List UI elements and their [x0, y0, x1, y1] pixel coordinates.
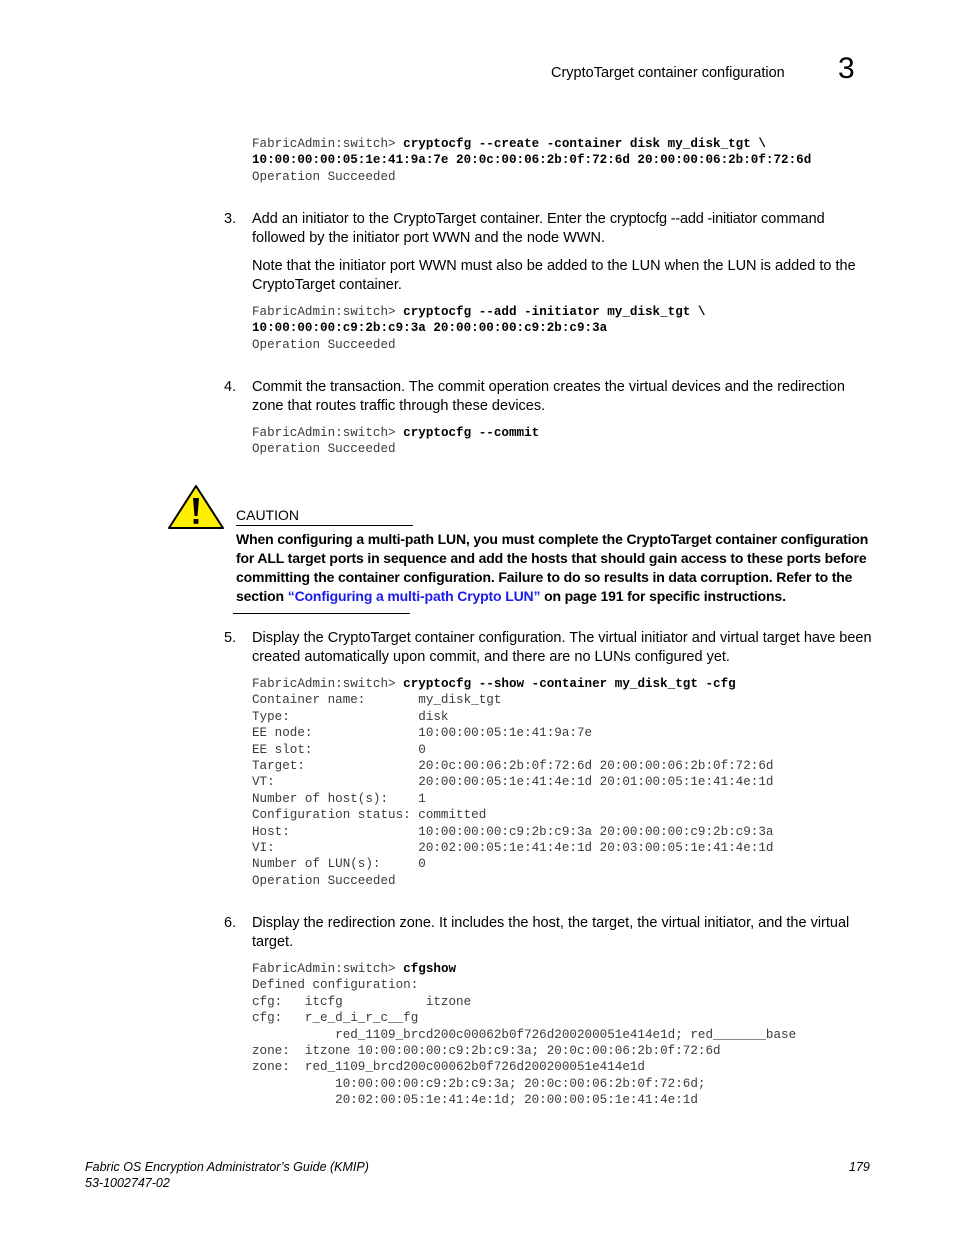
caution-rule-top [236, 525, 413, 526]
code-prompt: FabricAdmin:switch> [252, 137, 404, 151]
code-output-line: VI: 20:02:00:05:1e:41:4e:1d 20:03:00:05:1e:41:4e:1d [252, 841, 774, 856]
step-number-4: 4. [224, 379, 237, 395]
code-result: Operation Succeeded [252, 337, 396, 352]
code-block-create-container [252, 136, 811, 185]
step-number-3: 3. [224, 211, 237, 227]
code-output-line: 20:02:00:05:1e:41:4e:1d; 20:00:00:05:1e:41:4e:1d [252, 1093, 698, 1108]
code-command: cryptocfg --create -container disk my_disk_tgt \ [403, 137, 766, 151]
code-output-line: Host: 10:00:00:00:c9:2b:c9:3a 20:00:00:00:c9:2b:c9:3a [252, 824, 774, 839]
code-prompt: FabricAdmin:switch> [252, 677, 404, 691]
code-command-continuation: 10:00:00:00:c9:2b:c9:3a 20:00:00:00:c9:2b:c9:3a [252, 321, 608, 336]
code-block-cfgshow [252, 961, 796, 1109]
step-4-text: Commit the transaction. The commit operation creates the virtual devices and the redirection zone that routes traffic through these devices. [252, 379, 845, 414]
caution-triangle-icon [167, 484, 225, 530]
step-3-command: cryptocfg --add -initiator [609, 211, 757, 227]
code-output-line: Number of LUN(s): 0 [252, 857, 426, 872]
step-3-text [252, 210, 872, 248]
footer-page-number: 179 [849, 1160, 870, 1174]
caution-text-before: When configuring a multi-path LUN, you must complete the CryptoTarget container configuration for ALL target ports in sequence and add the hosts that should gain access to these ports before committing the container configuration. Failure to do so results in data corruption. Refer to the section [236, 531, 869, 604]
code-output-line: Target: 20:0c:00:06:2b:0f:72:6d 20:00:00:06:2b:0f:72:6d [252, 759, 774, 774]
code-command-continuation: 10:00:00:00:05:1e:41:9a:7e 20:0c:00:06:2b:0f:72:6d 20:00:00:06:2b:0f:72:6d [252, 153, 812, 168]
code-command: cryptocfg --commit [403, 426, 540, 440]
code-prompt: FabricAdmin:switch> [252, 962, 404, 976]
code-block-commit [252, 425, 539, 458]
step-3-text-after: command followed by the initiator port WWN and the node WWN. [252, 211, 825, 246]
code-output-line: cfg: itcfg itzone [252, 994, 472, 1009]
caution-text-after: on page 191 for specific instructions. [540, 588, 786, 604]
caution-rule-bottom [233, 613, 410, 614]
code-output-line: 10:00:00:00:c9:2b:c9:3a; 20:0c:00:06:2b:0f:72:6d; [252, 1076, 706, 1091]
code-output-line: Type: disk [252, 709, 449, 724]
code-output-line: Container name: my_disk_tgt [252, 693, 502, 708]
code-command: cfgshow [403, 962, 457, 976]
code-output-line: red_1109_brcd200c00062b0f726d200200051e414e1d; red_______base [252, 1027, 797, 1042]
code-output-line: cfg: r_e_d_i_r_c__fg [252, 1011, 419, 1026]
step-3-text-before: Add an initiator to the CryptoTarget container. Enter the [252, 211, 610, 227]
code-prompt: FabricAdmin:switch> [252, 305, 404, 319]
caution-text [236, 530, 876, 606]
code-output-line: EE slot: 0 [252, 742, 426, 757]
code-output-line: Configuration status: committed [252, 808, 487, 823]
caution-section-link[interactable]: “Configuring a multi-path Crypto LUN” [287, 588, 541, 604]
code-output-line: zone: red_1109_brcd200c00062b0f726d200200051e414e1d [252, 1060, 645, 1075]
code-output-line: zone: itzone 10:00:00:00:c9:2b:c9:3a; 20:0c:00:06:2b:0f:72:6d [252, 1044, 721, 1059]
footer-book-title: Fabric OS Encryption Administrator’s Guide (KMIP) [85, 1160, 369, 1174]
code-result: Operation Succeeded [252, 169, 396, 184]
step-number-6: 6. [224, 915, 237, 931]
code-prompt: FabricAdmin:switch> [252, 426, 404, 440]
code-output-line: Defined configuration: [252, 978, 419, 993]
footer-doc-number: 53-1002747-02 [85, 1176, 170, 1190]
step-3-note: Note that the initiator port WWN must also be added to the LUN when the LUN is added to the CryptoTarget container. [252, 258, 856, 293]
code-block-show-container [252, 676, 773, 889]
code-output-line: EE node: 10:00:00:05:1e:41:9a:7e [252, 726, 593, 741]
step-5-text: Display the CryptoTarget container configuration. The virtual initiator and virtual target have been created automatically upon commit, and there are no LUNs configured yet. [252, 630, 872, 665]
step-number-5: 5. [224, 630, 237, 646]
code-output-line: Number of host(s): 1 [252, 791, 426, 806]
running-header-title: CryptoTarget container configuration [551, 65, 785, 81]
step-6-text: Display the redirection zone. It includes the host, the target, the virtual initiator, and the virtual target. [252, 915, 850, 950]
code-command: cryptocfg --show -container my_disk_tgt -cfg [403, 677, 736, 691]
chapter-number: 3 [838, 52, 855, 85]
code-output-line: VT: 20:00:00:05:1e:41:4e:1d 20:01:00:05:1e:41:4e:1d [252, 775, 774, 790]
code-result: Operation Succeeded [252, 442, 396, 457]
code-block-add-initiator [252, 304, 705, 353]
caution-label: CAUTION [236, 507, 299, 523]
code-result: Operation Succeeded [252, 873, 396, 888]
code-command: cryptocfg --add -initiator my_disk_tgt \ [403, 305, 706, 319]
